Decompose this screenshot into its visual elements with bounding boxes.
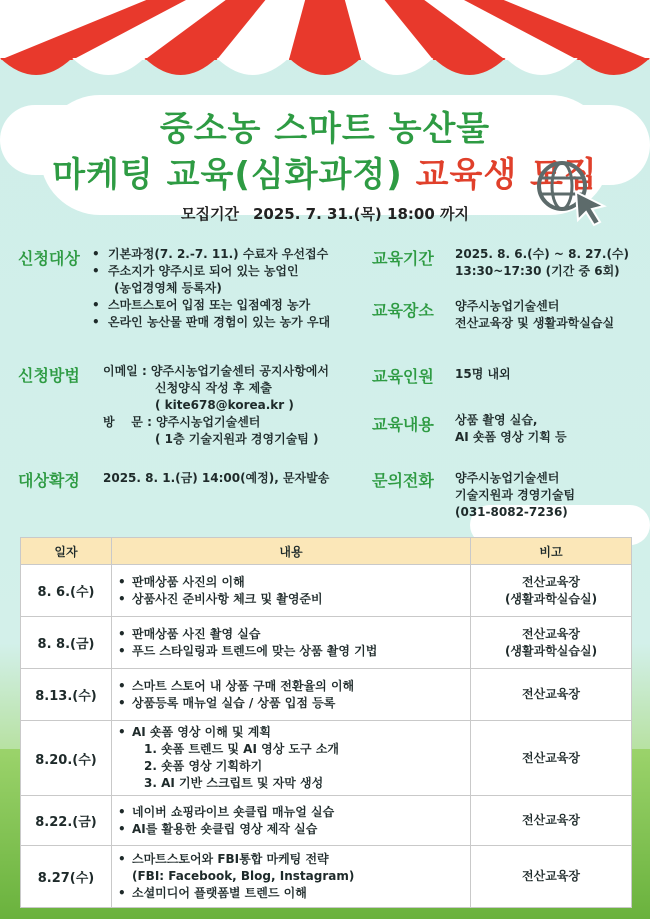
target-list — [92, 246, 372, 331]
row-item: • AI 숏폼 영상 이해 및 계획 — [118, 724, 464, 741]
method-line: 방 문 : 양주시농업기술센터 — [103, 415, 261, 429]
row-item: • 상품사진 준비사항 체크 및 촬영준비 — [118, 591, 464, 608]
table-row — [21, 796, 632, 846]
method-label: 신청방법 — [18, 366, 80, 385]
row-item: • 소셜미디어 플랫폼별 트렌드 이해 — [118, 885, 464, 902]
table-row — [21, 721, 632, 796]
awning-scallop — [578, 58, 650, 75]
deadline-value: 2025. 7. 31.(목) 18:00 까지 — [252, 205, 469, 223]
schedule-table — [20, 537, 632, 908]
deadline-label: 모집기간 — [181, 205, 239, 223]
row-content — [112, 846, 471, 908]
awning-scallop — [361, 58, 433, 75]
row-item: 1. 숏폼 트렌드 및 AI 영상 도구 소개 — [144, 742, 340, 756]
row-item: 2. 숏폼 영상 기획하기 — [144, 759, 263, 773]
place-label: 교육장소 — [372, 301, 434, 320]
awning-scallop — [0, 58, 72, 75]
place-line: 양주시농업기술센터 — [455, 299, 560, 313]
awning-scallop — [506, 58, 578, 75]
row-item: 3. AI 기반 스크립트 및 자막 생성 — [144, 776, 324, 790]
table-row — [21, 846, 632, 908]
row-date: 8.20.(수) — [21, 721, 112, 796]
method-line: ( kite678@korea.kr ) — [155, 398, 294, 412]
row-content — [112, 617, 471, 669]
title-green-part: 마케팅 교육(심화과정) — [52, 155, 403, 195]
title-red-part: 교육생 모집 — [415, 155, 598, 195]
header-content: 내용 — [112, 538, 471, 565]
table-row — [21, 617, 632, 669]
list-item: • 기본과정(7. 2.-7. 11.) 수료자 우선접수 — [92, 246, 372, 263]
row-note — [471, 617, 632, 669]
row-item: • 판매상품 사진 촬영 실습 — [118, 626, 464, 643]
row-item: • 판매상품 사진의 이해 — [118, 574, 464, 591]
content-label: 교육내용 — [372, 415, 434, 434]
title-line-1: 중소농 스마트 농산물 — [159, 109, 491, 149]
recruit-deadline — [0, 203, 650, 224]
contact-label: 문의전화 — [372, 471, 434, 490]
list-item: • 스마트스토어 입점 또는 입점예정 농가 — [92, 297, 372, 314]
row-date: 8.22.(금) — [21, 796, 112, 846]
target-label: 신청대상 — [18, 249, 80, 268]
period-label: 교육기간 — [372, 249, 434, 268]
row-date: 8.27(수) — [21, 846, 112, 908]
period-line: 13:30~17:30 (기간 중 6회) — [455, 264, 620, 278]
contact-line: 기술지원과 경영기술팀 — [455, 488, 576, 502]
capacity-value: 15명 내외 — [455, 367, 511, 381]
row-content — [112, 721, 471, 796]
contact-line: 양주시농업기술센터 — [455, 471, 560, 485]
row-date: 8. 8.(금) — [21, 617, 112, 669]
note-line: 전산교육장 — [522, 626, 580, 641]
content-line: 상품 촬영 실습, — [455, 413, 538, 427]
content-value — [455, 412, 567, 446]
confirm-value: 2025. 8. 1.(금) 14:00(예정), 문자발송 — [103, 471, 330, 485]
note-line: 전산교육장 — [522, 574, 580, 589]
capacity-label: 교육인원 — [372, 367, 434, 386]
table-row — [21, 565, 632, 617]
note-line: (생활과학실습실) — [504, 643, 598, 658]
awning-scallop — [217, 58, 289, 75]
period-value — [455, 246, 629, 280]
place-line: 전산교육장 및 생활과학실습실 — [455, 316, 615, 330]
list-item: (농업경영체 등록자) — [114, 281, 222, 295]
period-line: 2025. 8. 6.(수) ~ 8. 27.(수) — [455, 247, 630, 261]
header-note: 비고 — [471, 538, 632, 565]
row-item: • 상품등록 매뉴얼 실습 / 상품 입점 등록 — [118, 695, 464, 712]
row-item: (FBI: Facebook, Blog, Instagram) — [132, 869, 355, 883]
row-content — [112, 669, 471, 721]
row-note: 전산교육장 — [471, 669, 632, 721]
content-line: AI 숏폼 영상 기획 등 — [455, 430, 567, 444]
row-date: 8. 6.(수) — [21, 565, 112, 617]
row-note: 전산교육장 — [471, 721, 632, 796]
table-header-row — [21, 538, 632, 565]
place-value — [455, 298, 614, 332]
awning-decoration — [0, 0, 650, 92]
method-line: ( 1층 기술지원과 경영기술팀 ) — [155, 432, 319, 446]
table-row — [21, 669, 632, 721]
contact-line: (031-8082-7236) — [455, 505, 568, 519]
list-item: • 온라인 농산물 판매 경험이 있는 농가 우대 — [92, 314, 372, 331]
method-line: 이메일 : 양주시농업기술센터 공지사항에서 — [103, 364, 329, 378]
row-item: • 푸드 스타일링과 트렌드에 맞는 상품 촬영 기법 — [118, 643, 464, 660]
method-text — [103, 363, 373, 448]
row-item: • 스마트스토어와 FBI통합 마케팅 전략 — [118, 851, 464, 868]
row-note: 전산교육장 — [471, 796, 632, 846]
awning-scallop — [72, 58, 144, 75]
row-note — [471, 565, 632, 617]
row-date: 8.13.(수) — [21, 669, 112, 721]
note-line: (생활과학실습실) — [504, 591, 598, 606]
awning-scallop — [433, 58, 505, 75]
row-content — [112, 565, 471, 617]
row-item: • 네이버 쇼핑라이브 숏클립 매뉴얼 실습 — [118, 804, 464, 821]
confirm-label: 대상확정 — [18, 471, 80, 490]
row-item: • AI를 활용한 숏클립 영상 제작 실습 — [118, 821, 464, 838]
contact-value — [455, 470, 575, 521]
awning-scallop — [144, 58, 216, 75]
header-date: 일자 — [21, 538, 112, 565]
list-item: • 주소지가 양주시로 되어 있는 농업인 — [92, 263, 372, 280]
row-item: • 스마트 스토어 내 상품 구매 전환율의 이해 — [118, 678, 464, 695]
method-line: 신청양식 작성 후 제출 — [155, 381, 272, 395]
row-note: 전산교육장 — [471, 846, 632, 908]
awning-scallop — [289, 58, 361, 75]
row-content — [112, 796, 471, 846]
